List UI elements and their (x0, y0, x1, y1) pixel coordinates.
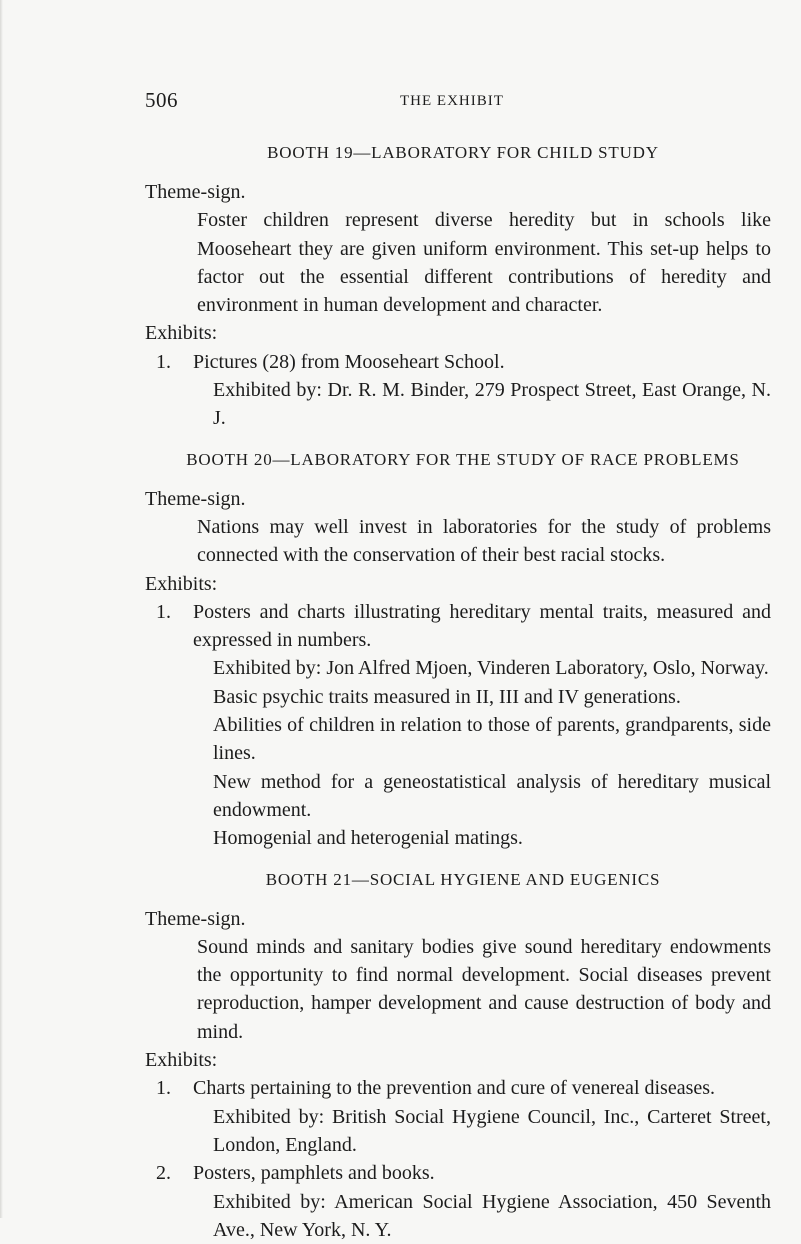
booth-heading: BOOTH 21—SOCIAL HYGIENE AND EUGENICS (145, 867, 771, 893)
booth-21-section (145, 867, 771, 1244)
theme-sign-label: Theme-sign. (145, 905, 771, 933)
theme-sign-label: Theme-sign. (145, 485, 771, 513)
exhibit-detail: Basic psychic traits measured in II, III and IV generations. (145, 683, 771, 711)
exhibit-item-number: 1. (156, 1074, 193, 1102)
theme-sign-text: Foster children represent diverse heredity but in schools like Mooseheart they are given uniform environment. This set-up helps to factor out the essential different contributions of heredity and environment in human development and character. (145, 206, 771, 319)
theme-sign-text: Nations may well invest in laboratories for the study of problems connected with the conservation of their best racial stocks. (145, 513, 771, 570)
exhibit-detail: Homogenial and heterogenial matings. (145, 824, 771, 852)
exhibit-item-text: Posters and charts illustrating hereditary mental traits, measured and expressed in numbers. (193, 601, 771, 651)
booth-heading: BOOTH 19—LABORATORY FOR CHILD STUDY (145, 140, 771, 166)
exhibit-item-text: Pictures (28) from Mooseheart School. (193, 351, 505, 373)
page-content (145, 140, 771, 1244)
running-header (145, 88, 765, 112)
exhibit-detail: Exhibited by: British Social Hygiene Council, Inc., Carteret Street, London, England. (145, 1103, 771, 1160)
exhibits-label: Exhibits: (145, 570, 771, 598)
exhibit-detail: New method for a geneostatistical analysis of hereditary musical endowment. (145, 768, 771, 825)
exhibit-detail: Abilities of children in relation to those of parents, grandparents, side lines. (145, 711, 771, 768)
booth-20-section (145, 447, 771, 853)
exhibit-item-text: Charts pertaining to the prevention and cure of venereal diseases. (193, 1077, 715, 1099)
exhibit-item (145, 1159, 771, 1187)
page-number: 506 (145, 88, 178, 113)
exhibits-label: Exhibits: (145, 1046, 771, 1074)
exhibit-item (145, 1074, 771, 1102)
exhibit-detail: Exhibited by: Dr. R. M. Binder, 279 Prospect Street, East Orange, N. J. (145, 376, 771, 433)
exhibit-item-text: Posters, pamphlets and books. (193, 1162, 435, 1184)
exhibit-item-number: 1. (156, 348, 193, 376)
exhibit-item-number: 2. (156, 1159, 193, 1187)
page-edge-shadow (0, 0, 3, 1218)
exhibit-item-number: 1. (156, 598, 193, 626)
exhibit-detail: Exhibited by: Jon Alfred Mjoen, Vinderen Laboratory, Oslo, Norway. (145, 654, 771, 682)
exhibits-label: Exhibits: (145, 319, 771, 347)
booth-heading: BOOTH 20—LABORATORY FOR THE STUDY OF RACE PROBLEMS (145, 447, 771, 473)
running-title: THE EXHIBIT (400, 93, 504, 110)
exhibit-item (145, 348, 771, 376)
theme-sign-text: Sound minds and sanitary bodies give sound hereditary endowments the opportunity to find normal development. Social diseases prevent reproduction, hamper development and cause destruction of body and mind. (145, 933, 771, 1046)
exhibit-item (145, 598, 771, 655)
exhibit-detail: Exhibited by: American Social Hygiene Association, 450 Seventh Ave., New York, N. Y. (145, 1188, 771, 1244)
booth-19-section (145, 140, 771, 433)
theme-sign-label: Theme-sign. (145, 178, 771, 206)
